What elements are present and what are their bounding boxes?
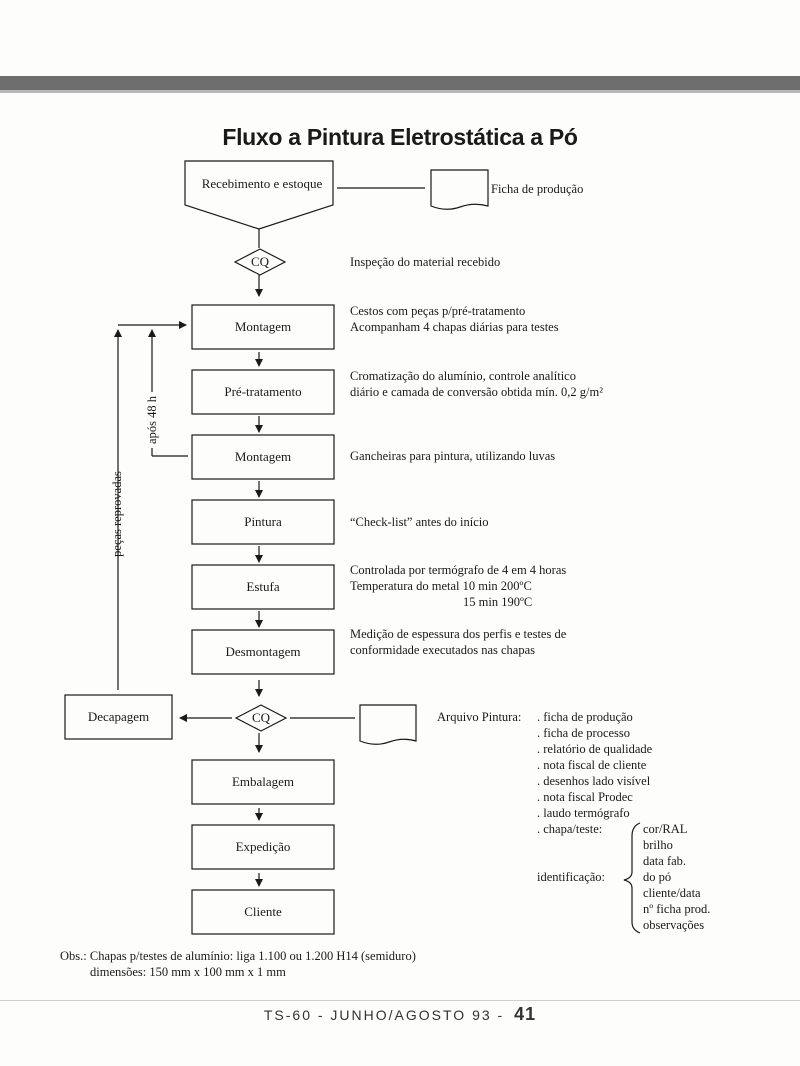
expedicao-label: Expedição: [235, 839, 291, 854]
note-pretratamento-line2: diário e camada de conversão obtida mín. 0,2 g/m²: [350, 385, 603, 399]
arquivo-item: . chapa/teste:: [537, 822, 603, 836]
note-montagem1-line2: Acompanham 4 chapas diárias para testes: [350, 320, 559, 334]
note-inspecao: Inspeção do material recebido: [350, 255, 501, 269]
pintura-label: Pintura: [244, 514, 282, 529]
identificacao-label: identificação:: [537, 870, 606, 884]
arquivo-document-icon: [360, 705, 416, 744]
montagem1-label: Montagem: [234, 319, 292, 334]
arquivo-item: . laudo termógrafo: [537, 806, 630, 820]
note-desmontagem-line2: conformidade executados nas chapas: [350, 643, 535, 657]
decapagem-label: Decapagem: [87, 709, 150, 724]
apos-48h-label: após 48 h: [145, 396, 159, 444]
arquivo-item: . nota fiscal Prodec: [537, 790, 633, 804]
pretratamento-label: Pré-tratamento: [224, 384, 302, 399]
footer-rule: [0, 1000, 800, 1001]
page-number: 41: [514, 1004, 537, 1024]
montagem2-label: Montagem: [234, 449, 292, 464]
arquivo-item: . ficha de processo: [537, 726, 631, 740]
note-montagem2: Gancheiras para pintura, utilizando luvas: [350, 449, 556, 463]
pecas-reprovadas-label: peças reprovadas: [110, 471, 124, 557]
estufa-label: Estufa: [246, 579, 280, 594]
note-desmontagem-line1: Medição de espessura dos perfis e testes de: [350, 627, 567, 641]
arquivo-item: . desenhos lado visível: [537, 774, 651, 788]
ident-item: observações: [643, 918, 705, 932]
note-pretratamento-line1: Cromatização do alumínio, controle analítico: [350, 369, 576, 383]
arquivo-item: . nota fiscal de cliente: [537, 758, 647, 772]
note-estufa-line2: Temperatura do metal 10 min 200ºC: [350, 579, 532, 593]
footer: [0, 1004, 800, 1025]
ident-item: cliente/data: [643, 886, 701, 900]
cq2-label: CQ: [251, 710, 271, 725]
chapa-item: data fab.: [643, 854, 687, 868]
brace: [624, 823, 640, 933]
recebimento-label: Recebimento e estoque: [201, 176, 323, 191]
chapa-item: cor/RAL: [643, 822, 688, 836]
obs-line2: dimensões: 150 mm x 100 mm x 1 mm: [90, 965, 286, 979]
page-title: Fluxo a Pintura Eletrostática a Pó: [222, 124, 578, 150]
arquivo-label: Arquivo Pintura:: [437, 710, 522, 724]
arquivo-item: . ficha de produção: [537, 710, 633, 724]
note-estufa-line1: Controlada por termógrafo de 4 em 4 horas: [350, 563, 567, 577]
note-estufa-line3: 15 min 190ºC: [463, 595, 533, 609]
ficha-label: Ficha de produção: [491, 182, 584, 196]
ficha-document-icon: [431, 170, 488, 209]
cliente-label: Cliente: [244, 904, 282, 919]
chapa-item: brilho: [643, 838, 673, 852]
embalagem-label: Embalagem: [231, 774, 295, 789]
obs-line1: Obs.: Chapas p/testes de alumínio: liga 1.100 ou 1.200 H14 (semiduro): [60, 949, 416, 963]
ident-item: nº ficha prod.: [643, 902, 711, 916]
cq1-label: CQ: [250, 254, 270, 269]
note-pintura: “Check-list” antes do início: [350, 515, 489, 529]
desmontagem-label: Desmontagem: [225, 644, 301, 659]
footer-text: TS-60 - JUNHO/AGOSTO 93 -: [263, 1007, 505, 1023]
note-montagem1-line1: Cestos com peças p/pré-tratamento: [350, 304, 526, 318]
arquivo-item: . relatório de qualidade: [537, 742, 653, 756]
chapa-item: do pó: [643, 870, 672, 884]
